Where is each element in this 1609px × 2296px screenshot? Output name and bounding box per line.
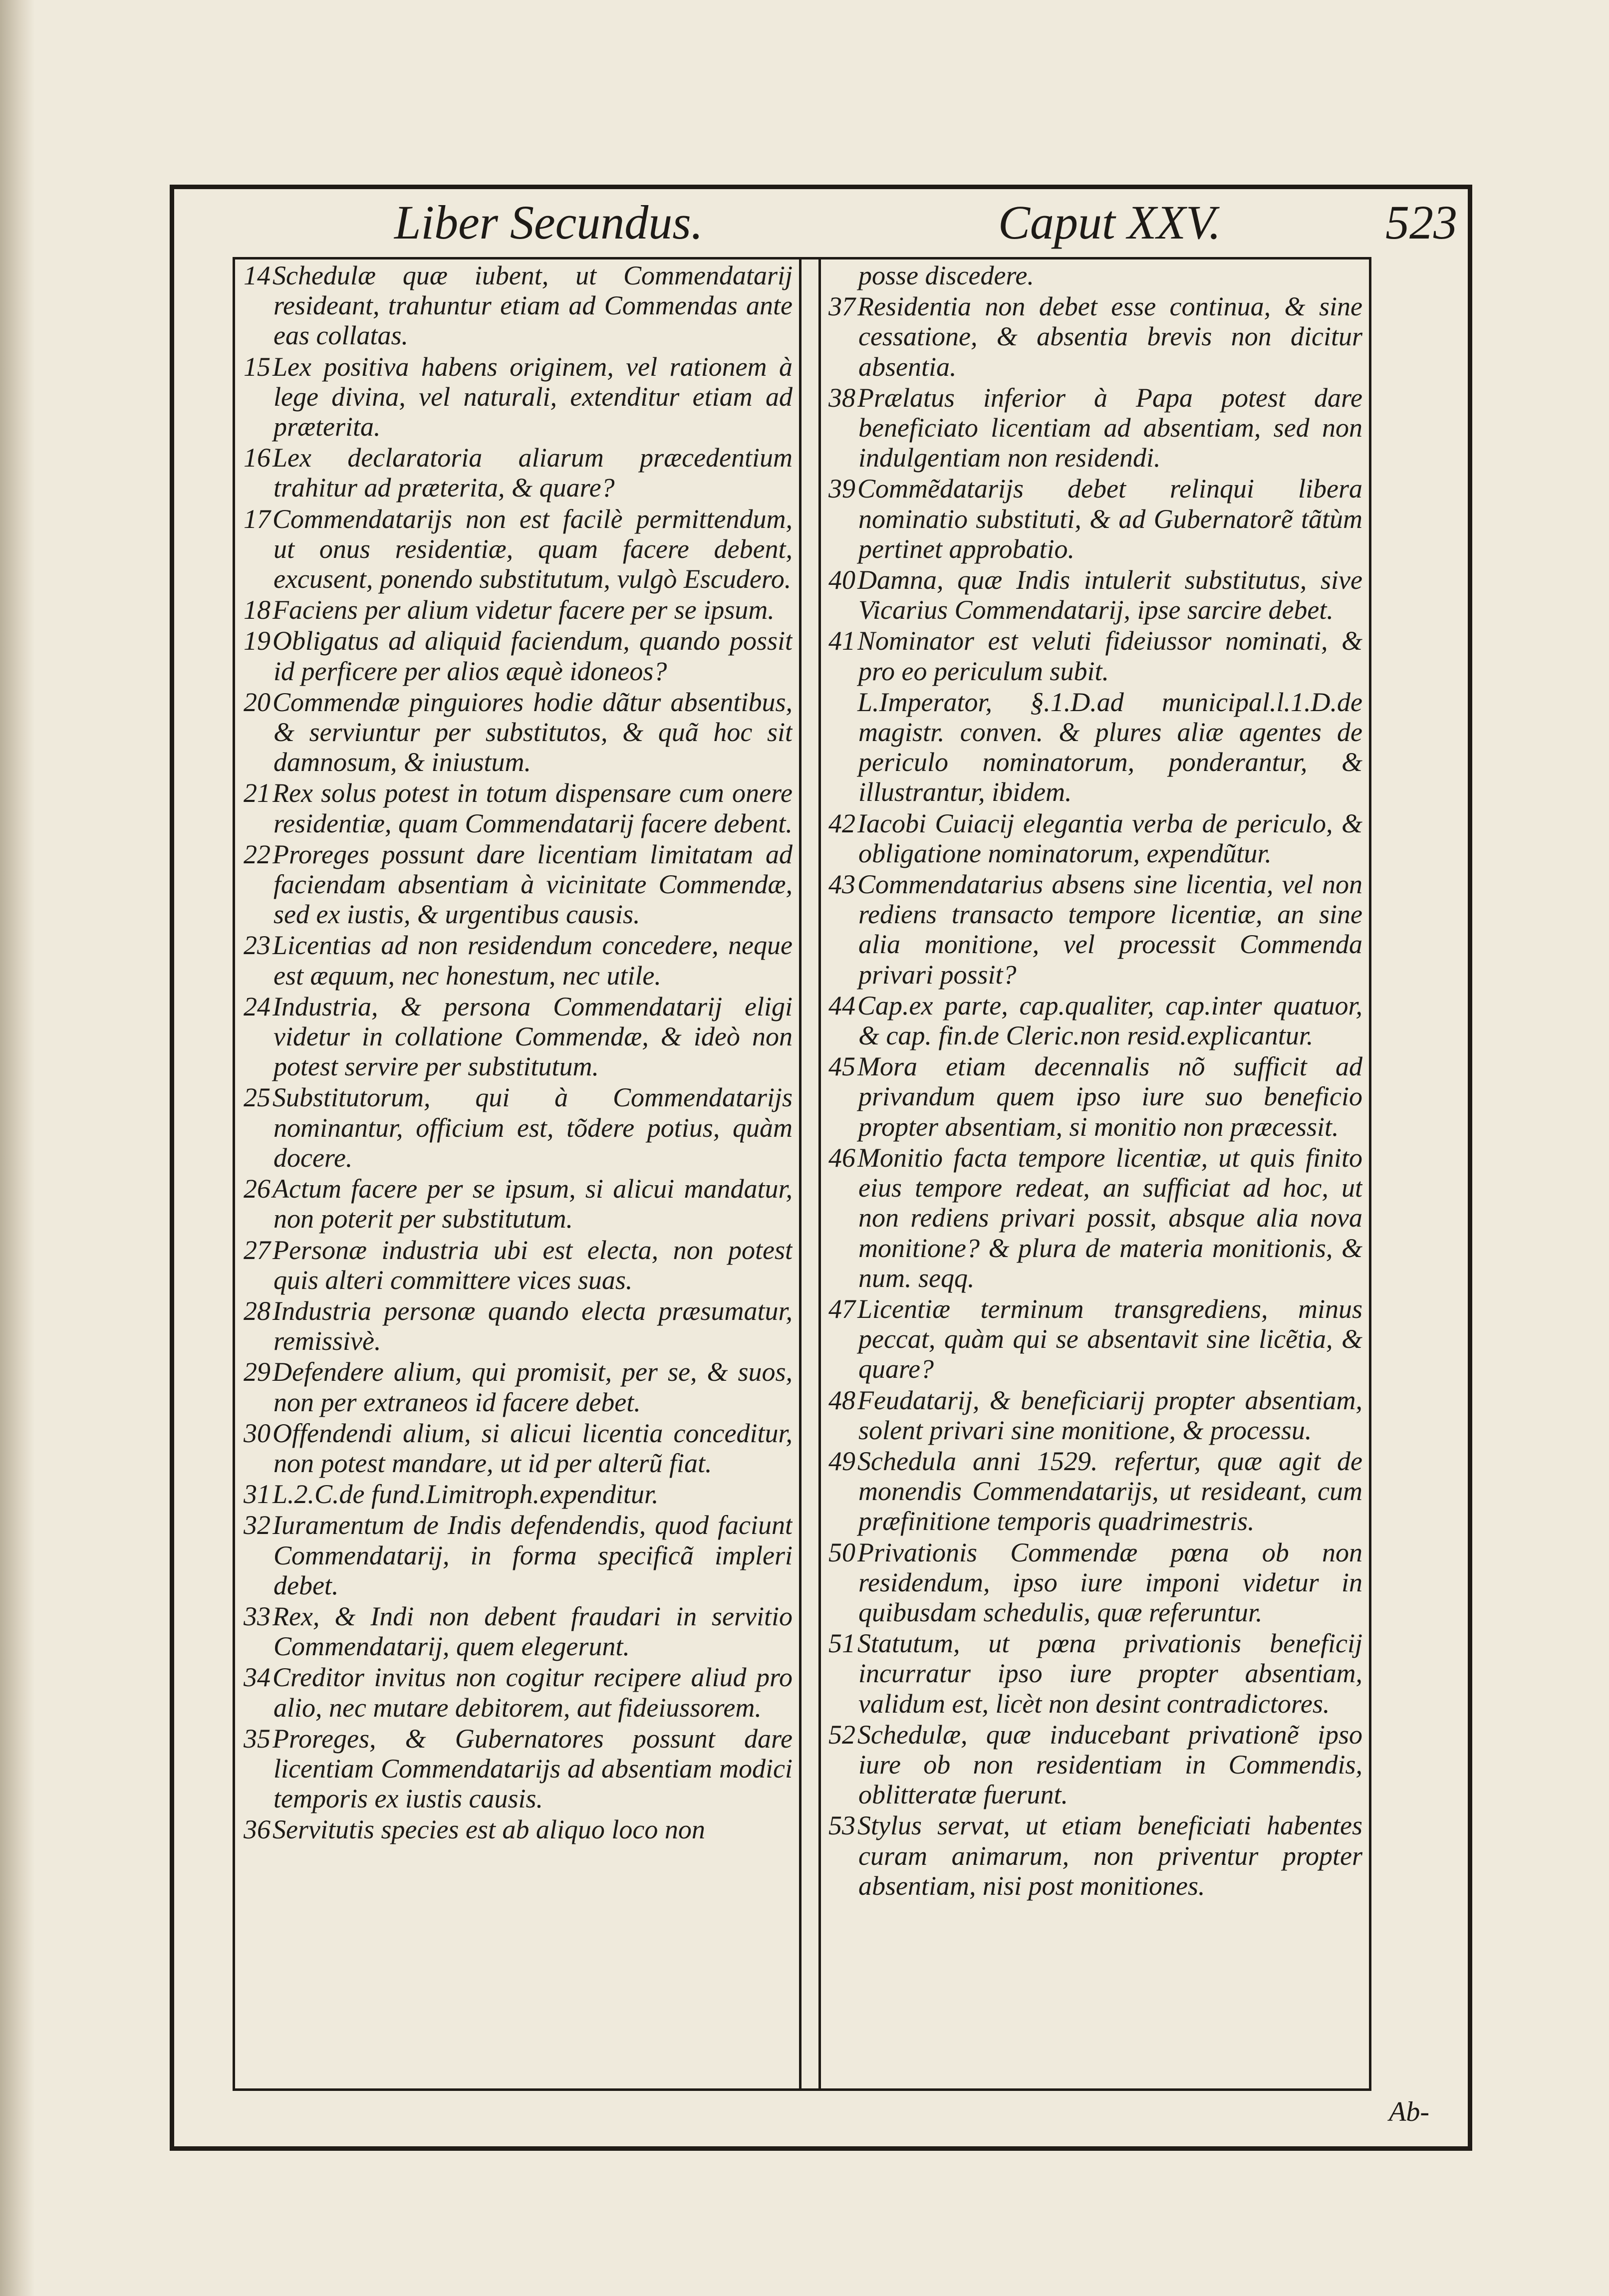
index-entry — [828, 291, 1362, 382]
index-entry — [244, 839, 793, 930]
entry-text: Monitio facta tempore licentiæ, ut quis finito eius tempore redeat, an sufficiat ad hoc, ut non rediens privari possit, absque alia nova monitione? & plura de materia monitionis, & num. seqq. — [857, 1142, 1362, 1293]
entry-text: Commendæ pinguiores hodie dãtur absentibus, & serviuntur per substitutos, & quã hoc sit damnosum, & iniustum. — [272, 687, 793, 777]
right-index-column — [828, 260, 1362, 2087]
entry-text: Actum facere per se ipsum, si alicui mandatur, non poterit per substitutum. — [272, 1174, 793, 1234]
index-entry — [244, 1418, 793, 1478]
entry-text: Prælatus inferior à Papa potest dare beneficiato licentiam ad absentiam, sed non indulgentiam non residendi. — [857, 382, 1362, 473]
entry-number: 41 — [828, 626, 855, 656]
entry-number: 20 — [244, 687, 270, 717]
entry-text: Servitutis species est ab aliquo loco non — [272, 1814, 705, 1845]
entry-text: Schedulæ, quæ inducebant privationẽ ipso iure ob non residentiam in Commendis, oblitteratæ fuerunt. — [857, 1719, 1362, 1810]
entry-text: Commẽdatarijs debet relinqui libera nominatio substituti, & ad Gubernatorẽ tãtùm pertinet approbatio. — [857, 474, 1362, 564]
entry-text: Proreges, & Gubernatores possunt dare licentiam Commendatarijs ad absentiam modici temporis ex iustis causis. — [272, 1723, 793, 1814]
entry-text: Rex solus potest in totum dispensare cum onere residentiæ, quam Commendatarij facere debent. — [272, 778, 793, 838]
index-entry — [244, 504, 793, 594]
entry-number: 48 — [828, 1385, 855, 1415]
entry-text: Privationis Commendæ pœna ob non residendum, ipso iure imponi videtur in quibusdam schedulis, quæ referuntur. — [857, 1537, 1362, 1627]
index-entry — [244, 1479, 793, 1509]
entry-text: Cap.ex parte, cap.qualiter, cap.inter quatuor, & cap. fin.de Cleric.non resid.explicantur. — [857, 990, 1362, 1051]
index-entry — [828, 1294, 1362, 1384]
entry-number: 23 — [244, 930, 270, 961]
entry-number: 33 — [244, 1601, 270, 1631]
entry-number: 49 — [828, 1446, 855, 1476]
index-entry — [828, 626, 1362, 686]
entry-text: Defendere alium, qui promisit, per se, & suos, non per extraneos id facere debet. — [272, 1357, 793, 1417]
index-entry — [828, 565, 1362, 625]
index-entry — [244, 1174, 793, 1234]
index-entry — [244, 595, 793, 625]
entry-number: 44 — [828, 990, 855, 1020]
index-entry — [828, 1720, 1362, 1810]
entry-number: 35 — [244, 1723, 270, 1754]
index-entry — [828, 474, 1362, 564]
entry-number: 45 — [828, 1051, 855, 1082]
index-entry — [244, 1814, 793, 1844]
index-entry — [244, 1601, 793, 1661]
binding-gutter — [0, 0, 35, 2296]
index-entry — [828, 1810, 1362, 1901]
entry-text: Mora etiam decennalis nõ sufficit ad privandum quem ipso iure suo beneficio propter absentiam, si monitio non præcessit. — [857, 1051, 1362, 1142]
entry-text: Industria, & persona Commendatarij eligi videtur in collatione Commendæ, & ideò non potest servire per substitutum. — [272, 991, 793, 1082]
entry-text: Schedula anni 1529. refertur, quæ agit de monendis Commendatarijs, ut resideant, cum præfinitione temporis quadrimestris. — [857, 1446, 1362, 1536]
entry-number: 46 — [828, 1142, 855, 1173]
entry-text: Creditor invitus non cogitur recipere aliud pro alio, nec mutare debitorem, aut fideiussorem. — [272, 1662, 793, 1723]
entry-number: 39 — [828, 474, 855, 504]
header-book-title: Liber Secundus. — [394, 196, 703, 249]
entry-number: 52 — [828, 1719, 855, 1750]
entry-number: 34 — [244, 1662, 270, 1693]
entry-text: Stylus servat, ut etiam beneficiati habentes curam animarum, non priventur propter absentiam, nisi post monitiones. — [857, 1810, 1362, 1901]
entry-text: Personæ industria ubi est electa, non potest quis alteri committere vices suas. — [272, 1235, 793, 1295]
index-entry — [244, 352, 793, 442]
entry-number: 24 — [244, 991, 270, 1021]
index-entry — [244, 1724, 793, 1814]
index-entry — [828, 1537, 1362, 1628]
entry-text: Iacobi Cuiacij elegantia verba de periculo, & obligatione nominatorum, expendũtur. — [857, 808, 1362, 868]
index-entry — [244, 1662, 793, 1722]
entry-text: Faciens per alium videtur facere per se ipsum. — [272, 595, 775, 625]
entry-text: Industria personæ quando electa præsumatur, remissivè. — [272, 1295, 793, 1356]
entry-number: 32 — [244, 1510, 270, 1540]
entry-number: 27 — [244, 1235, 270, 1265]
index-entry — [828, 808, 1362, 868]
index-entry — [244, 260, 793, 351]
entry-text: Damna, quæ Indis intulerit substitutus, sive Vicarius Commendatarij, ipse sarcire debet. — [857, 565, 1362, 625]
page-number: 523 — [1385, 196, 1457, 249]
index-entry — [244, 1235, 793, 1295]
index-bottom-rule — [233, 2088, 1371, 2091]
entry-number: 18 — [244, 595, 270, 625]
index-entry — [244, 687, 793, 777]
entry-text: Residentia non debet esse continua, & sine cessatione, & absentia brevis non dicitur absentia. — [857, 291, 1362, 382]
entry-text: L.Imperator, §.1.D.ad municipal.l.1.D.de magistr. conven. & plures aliæ agentes de periculo nominatorum, ponderantur, & illustrantur, ibidem. — [857, 687, 1362, 807]
catchword: Ab- — [1389, 2096, 1429, 2127]
index-entry — [244, 1510, 793, 1600]
entry-number: 16 — [244, 443, 270, 473]
entry-number: 28 — [244, 1295, 270, 1326]
entry-text: Licentiæ terminum transgrediens, minus peccat, quàm qui se absentavit sine licẽtia, & quare? — [857, 1293, 1362, 1384]
entry-text: L.2.C.de fund.Limitroph.expenditur. — [272, 1479, 659, 1510]
index-entry — [244, 1357, 793, 1417]
entry-text: Substitutorum, qui à Commendatarijs nominantur, officium est, tõdere potius, quàm docere. — [272, 1082, 793, 1173]
entry-number: 25 — [244, 1082, 270, 1113]
entry-number: 17 — [244, 504, 270, 534]
index-entry — [244, 930, 793, 990]
index-entry — [828, 869, 1362, 990]
left-index-column — [244, 260, 793, 2087]
entry-number: 38 — [828, 382, 855, 413]
entry-number: 42 — [828, 808, 855, 838]
index-entry — [244, 626, 793, 686]
index-entry — [244, 778, 793, 838]
entry-number: 36 — [244, 1814, 270, 1845]
entry-number: 21 — [244, 778, 270, 808]
entry-number: 15 — [244, 351, 270, 382]
running-header — [180, 190, 1462, 259]
index-entry — [828, 1446, 1362, 1536]
index-entry — [244, 1082, 793, 1173]
index-entry — [828, 383, 1362, 473]
entry-text: Commendatarius absens sine licentia, vel non rediens transacto tempore licentiæ, an sine alia monitione, vel processit Commenda privari possit? — [857, 869, 1362, 990]
index-entry — [828, 1143, 1362, 1293]
entry-number: 40 — [828, 565, 855, 595]
entry-text: Statutum, ut pœna privationis beneficij incurratur ipso iure propter absentiam, validum est, licèt non desint contradictores. — [857, 1628, 1362, 1719]
entry-text: Nominator est veluti fideiussor nominati, & pro eo periculum subit. — [857, 626, 1362, 686]
index-entry — [828, 687, 1362, 807]
entry-number: 47 — [828, 1293, 855, 1324]
entry-number: 22 — [244, 839, 270, 869]
entry-text: Commendatarijs non est facilè permittendum, ut onus residentiæ, quam facere debent, excusent, ponendo substitutum, vulgò Escudero. — [272, 504, 793, 594]
entry-text: Rex, & Indi non debent fraudari in servitio Commendatarij, quem elegerunt. — [272, 1601, 793, 1662]
continued-entry-fragment: posse discedere. — [858, 260, 1034, 290]
entry-number: 53 — [828, 1810, 855, 1841]
index-entry — [828, 991, 1362, 1050]
entry-text: Licentias ad non residendum concedere, neque est æquum, nec honestum, nec utile. — [272, 930, 793, 991]
entry-number: 14 — [244, 260, 270, 290]
entry-number: 43 — [828, 869, 855, 900]
entry-text: Iuramentum de Indis defendendis, quod faciunt Commendatarij, in forma specificã impleri debet. — [272, 1510, 793, 1600]
entry-number: 26 — [244, 1174, 270, 1204]
index-entry — [244, 443, 793, 503]
header-chapter: Caput XXV. — [998, 196, 1221, 249]
index-entry — [244, 1296, 793, 1356]
entry-number: 29 — [244, 1357, 270, 1387]
entry-number: 31 — [244, 1479, 270, 1510]
entry-number: 50 — [828, 1537, 855, 1567]
entry-text: Proreges possunt dare licentiam limitatam ad faciendam absentiam à vicinitate Commendæ, sed ex iustis, & urgentibus causis. — [272, 839, 793, 930]
entry-text: Schedulæ quæ iubent, ut Commendatarij resideant, trahuntur etiam ad Commendas ante eas collatas. — [272, 260, 793, 351]
entry-text: Feudatarij, & beneficiarij propter absentiam, solent privari sine monitione, & processu. — [857, 1385, 1362, 1445]
entry-text: Lex declaratoria aliarum præcedentium trahitur ad præterita, & quare? — [272, 443, 793, 503]
entry-number: 30 — [244, 1418, 270, 1448]
index-entry — [828, 1051, 1362, 1142]
entry-number: 51 — [828, 1628, 855, 1659]
index-entry — [244, 992, 793, 1082]
entry-text: Lex positiva habens originem, vel rationem à lege divina, vel naturali, extenditur etiam ad præterita. — [272, 351, 793, 442]
index-entry — [828, 1385, 1362, 1445]
entry-text: Obligatus ad aliquid faciendum, quando possit id perficere per alios æquè idoneos? — [272, 626, 793, 686]
entry-number: 37 — [828, 291, 855, 322]
index-entry — [828, 1628, 1362, 1719]
entry-number: 19 — [244, 626, 270, 656]
entry-text: Offendendi alium, si alicui licentia conceditur, non potest mandare, ut id per alterũ fiat. — [272, 1418, 793, 1478]
